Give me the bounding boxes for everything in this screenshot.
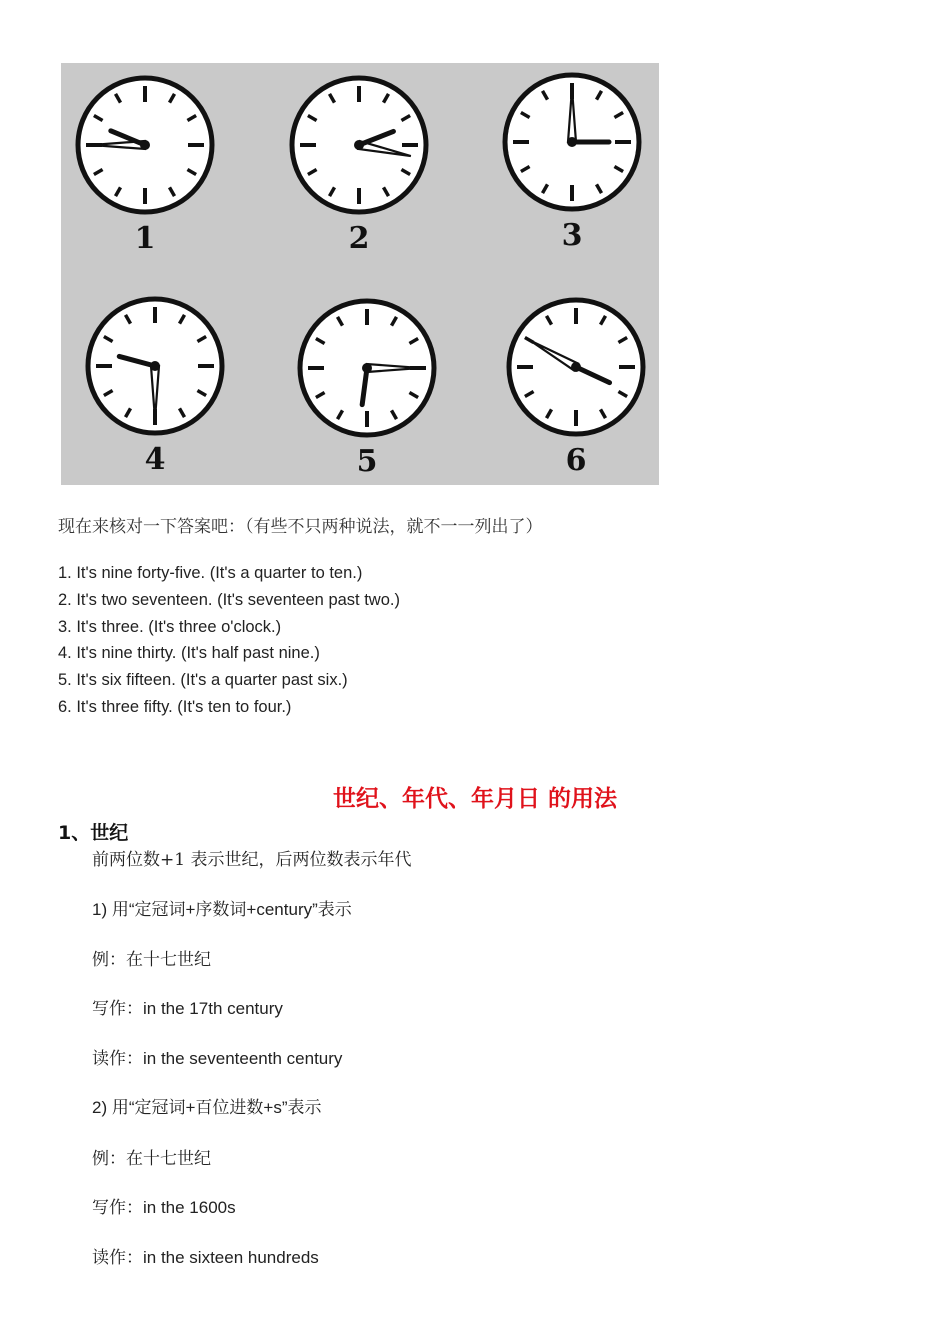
center-pin: [354, 140, 364, 150]
center-pin: [567, 137, 577, 147]
clock-number: 1: [134, 221, 156, 256]
note-line: 前两位数+1 表示世纪，后两位数表示年代: [92, 850, 412, 870]
clock-3: [505, 75, 639, 253]
answer-item: 1. It's nine forty-five. (It's a quarter to ten.): [58, 564, 363, 582]
note-line: 读作：in the sixteen hundreds: [92, 1248, 319, 1267]
answer-item: 6. It's three fifty. (It's ten to four.): [58, 697, 292, 716]
clock-number: 5: [356, 444, 378, 479]
answer-item: 3. It's three. (It's three o'clock.): [58, 617, 282, 636]
note-line: 读作：in the seventeenth century: [92, 1049, 343, 1068]
answer-item: 5. It's six fifteen. (It's a quarter past six.): [58, 671, 348, 690]
sub-heading-century: 1、世纪: [58, 822, 129, 844]
clock-grid: [61, 63, 659, 485]
answer-item: 4. It's nine thirty. (It's half past nine.): [58, 644, 320, 663]
intro-text: 现在来核对一下答案吧：（有些不只两种说法，就不一一列出了）: [58, 517, 543, 537]
clock-1: [78, 78, 212, 256]
note-line: 写作：in the 17th century: [92, 999, 283, 1018]
section-title: 世纪、年代、年月日 的用法: [332, 786, 617, 812]
clock-number: 2: [348, 221, 370, 256]
clock-4: [88, 299, 222, 477]
note-line: 例：在十七世纪: [92, 1149, 211, 1169]
note-line: 1) 用“定冠词+序数词+century”表示: [92, 900, 352, 919]
clock-number: 4: [144, 442, 166, 477]
clock-6: [509, 300, 643, 478]
center-pin: [571, 362, 581, 372]
note-line: 写作：in the 1600s: [92, 1198, 236, 1217]
center-pin: [150, 361, 160, 371]
clock-exercise-image: [61, 63, 659, 485]
center-pin: [140, 140, 150, 150]
clock-2: [292, 78, 426, 256]
note-line: 例：在十七世纪: [92, 950, 211, 970]
clock-number: 6: [565, 443, 587, 478]
answer-list: [58, 560, 400, 721]
clock-number: 3: [561, 218, 583, 253]
center-pin: [362, 363, 372, 373]
note-line: 2) 用“定冠词+百位进数+s”表示: [92, 1098, 322, 1117]
answer-item: 2. It's two seventeen. (It's seventeen past two.): [58, 590, 400, 609]
clock-5: [300, 301, 434, 479]
